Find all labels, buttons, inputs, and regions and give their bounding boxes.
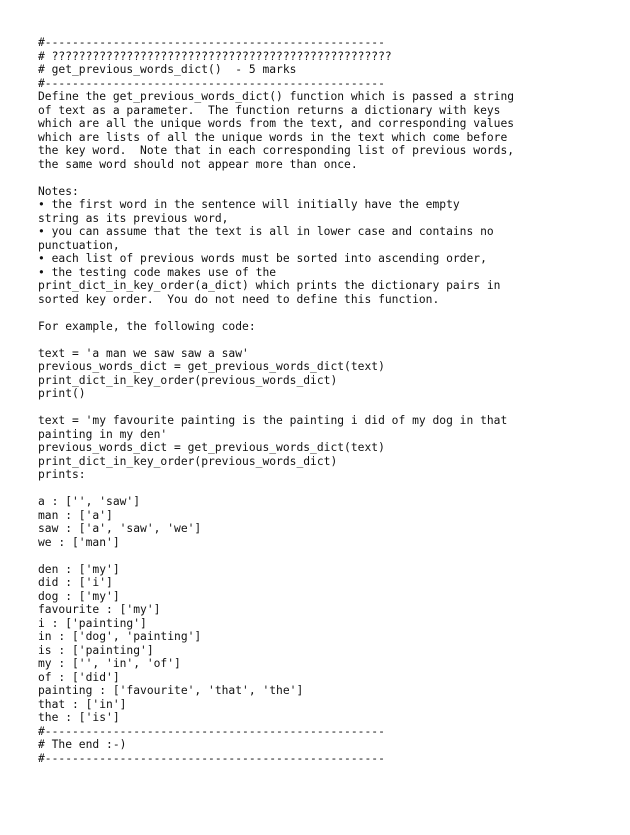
spacer — [38, 333, 618, 347]
notes-line: string as its previous word, — [38, 211, 229, 225]
output-line: man : ['a'] — [38, 508, 113, 522]
spacer — [38, 306, 618, 320]
header-rule-bottom: #-------------------------------------------------- — [38, 76, 385, 90]
spacer — [38, 171, 618, 185]
notes-line: • the first word in the sentence will initially have the empty — [38, 198, 460, 211]
output-line: dog : ['my'] — [38, 589, 120, 603]
code-block-1 — [38, 347, 618, 401]
output-line: did : ['i'] — [38, 576, 113, 589]
description-line: the same word should not appear more than once. — [38, 157, 358, 171]
description-line: which are all the unique words from the text, and corresponding values — [38, 117, 515, 130]
output-line: saw : ['a', 'saw', 'we'] — [38, 522, 202, 535]
spacer — [38, 401, 618, 415]
code-line: text = 'my favourite painting is the painting i did of my dog in that — [38, 414, 508, 427]
example-intro: For example, the following code: — [38, 319, 256, 333]
output-line: we : ['man'] — [38, 535, 120, 549]
header-block — [38, 36, 618, 90]
prints-label: prints: — [38, 468, 86, 481]
output-line: i : ['painting'] — [38, 616, 147, 630]
notes-line: punctuation, — [38, 238, 120, 252]
description-line: the key word. Note that in each corresponding list of previous words, — [38, 144, 515, 157]
code-line: print() — [38, 387, 86, 400]
code-line: previous_words_dict = get_previous_words_dict(text) — [38, 441, 385, 454]
description-line: of text as a parameter. The function returns a dictionary with keys — [38, 103, 501, 117]
output-line: painting : ['favourite', 'that', 'the'] — [38, 684, 304, 697]
notes-line: • the testing code makes use of the — [38, 265, 277, 279]
output-line: in : ['dog', 'painting'] — [38, 630, 202, 643]
code-line: painting in my den' — [38, 427, 168, 441]
footer-rule-bottom: #-------------------------------------------------- — [38, 751, 385, 765]
output-line: favourite : ['my'] — [38, 603, 161, 616]
header-title: # get_previous_words_dict() - 5 marks — [38, 63, 297, 76]
output-line: of : ['did'] — [38, 670, 120, 684]
description-line: which are lists of all the unique words in the text which come before — [38, 130, 508, 144]
description-line: Define the get_previous_words_dict() function which is passed a string — [38, 90, 515, 103]
footer-end-text: # The end :-) — [38, 738, 127, 751]
footer-rule-top: #-------------------------------------------------- — [38, 724, 385, 738]
code-line: text = 'a man we saw saw a saw' — [38, 346, 249, 360]
document — [38, 36, 618, 765]
code-line: print_dict_in_key_order(previous_words_dict) — [38, 373, 338, 387]
notes-line: • you can assume that the text is all in lower case and contains no — [38, 225, 494, 238]
code-line: previous_words_dict = get_previous_words_dict(text) — [38, 360, 385, 373]
header-rule-top: #-------------------------------------------------- — [38, 36, 385, 49]
description-block — [38, 90, 618, 171]
code-block-2 — [38, 414, 618, 482]
output-line: my : ['', 'in', 'of'] — [38, 657, 181, 670]
output-line: a : ['', 'saw'] — [38, 495, 141, 508]
notes-block — [38, 185, 618, 307]
header-question-marks: # ?????????????????????????????????????????????????? — [38, 49, 392, 63]
notes-line: • each list of previous words must be sorted into ascending order, — [38, 252, 487, 265]
notes-line: print_dict_in_key_order(a_dict) which prints the dictionary pairs in — [38, 279, 501, 292]
output-line: den : ['my'] — [38, 562, 120, 576]
output-line: that : ['in'] — [38, 697, 127, 711]
footer-block — [38, 725, 618, 766]
output-line: is : ['painting'] — [38, 643, 154, 657]
output-line: the : ['is'] — [38, 711, 120, 724]
output-block-2 — [38, 563, 618, 725]
output-block-1 — [38, 495, 618, 549]
code-line: print_dict_in_key_order(previous_words_dict) — [38, 454, 338, 468]
notes-line: sorted key order. You do not need to define this function. — [38, 292, 440, 306]
spacer — [38, 482, 618, 496]
spacer — [38, 549, 618, 563]
notes-heading: Notes: — [38, 184, 79, 198]
